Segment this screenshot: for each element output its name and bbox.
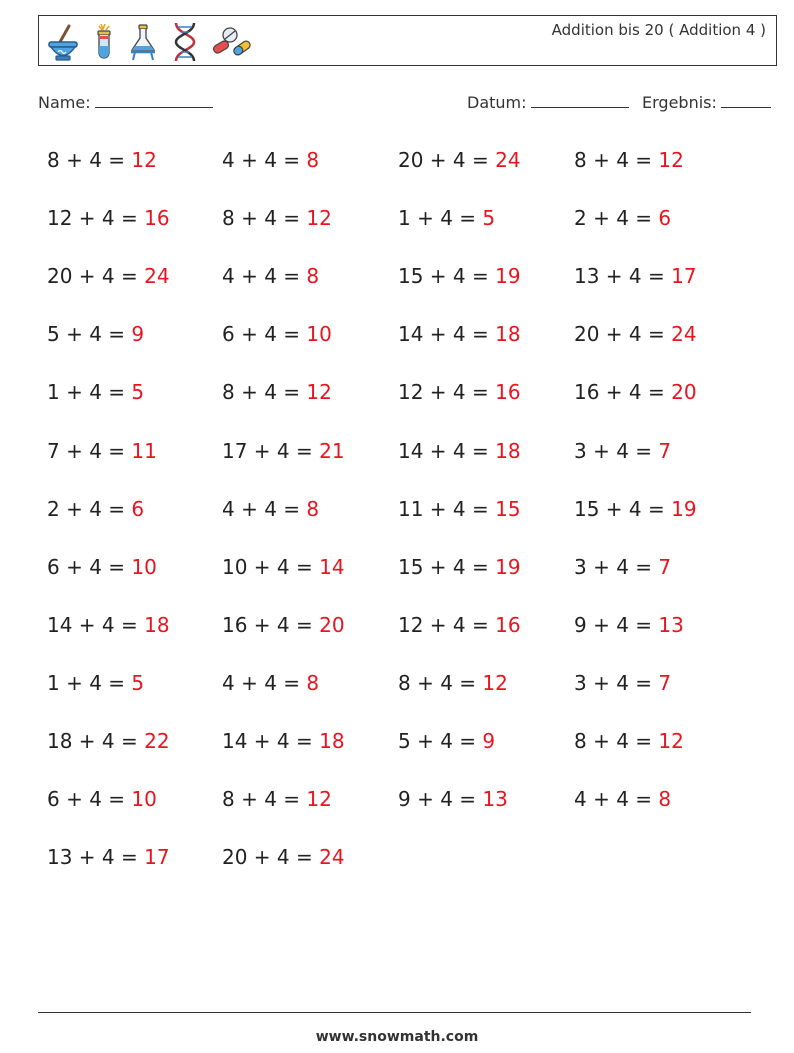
problem-answer: 14: [319, 554, 345, 579]
problem-row: [0, 322, 794, 352]
problem-item: [574, 671, 671, 695]
problem-question: 5 + 4 =: [398, 729, 477, 753]
problem-row: [0, 148, 794, 178]
problem-question: 12 + 4 =: [47, 206, 138, 231]
problem-answer: 10: [131, 787, 157, 812]
problem-question: 14 + 4 =: [398, 438, 489, 463]
pills-icon: [211, 22, 253, 62]
problem-answer: 16: [495, 612, 521, 637]
problem-item: [222, 729, 345, 753]
problem-question: 16 + 4 =: [574, 380, 665, 405]
problem-item: [47, 729, 170, 753]
problem-answer: 11: [131, 438, 157, 463]
problem-question: 17 + 4 =: [222, 438, 313, 463]
problem-question: 2 + 4 =: [47, 496, 126, 521]
problem-item: [47, 845, 170, 869]
problem-row: [0, 380, 794, 410]
problem-answer: 13: [658, 612, 684, 637]
problem-question: 20 + 4 =: [47, 264, 138, 289]
problem-answer: 12: [306, 380, 332, 405]
problem-row: [0, 671, 794, 701]
problem-answer: 10: [306, 322, 332, 347]
problem-item: [398, 380, 521, 404]
problem-row: [0, 787, 794, 817]
problem-answer: 12: [306, 787, 332, 812]
problem-answer: 12: [306, 206, 332, 231]
problem-item: [398, 148, 521, 172]
problem-question: 8 + 4 =: [222, 787, 301, 812]
problem-question: 1 + 4 =: [47, 670, 126, 695]
problem-item: [47, 497, 144, 521]
problem-question: 15 + 4 =: [574, 496, 665, 521]
problem-answer: 9: [131, 322, 145, 347]
problem-answer: 19: [495, 264, 521, 289]
problem-item: [222, 439, 345, 463]
date-blank: [531, 93, 629, 108]
problem-answer: 18: [319, 729, 345, 753]
problem-answer: 12: [658, 148, 684, 172]
problem-row: [0, 729, 794, 759]
problem-question: 4 + 4 =: [222, 670, 301, 695]
problem-item: [222, 322, 332, 346]
problem-item: [222, 380, 332, 404]
problem-answer: 13: [482, 787, 508, 812]
problem-row: [0, 613, 794, 643]
problem-question: 12 + 4 =: [398, 612, 489, 637]
problem-item: [47, 380, 144, 404]
result-label: Ergebnis:: [642, 93, 717, 112]
problem-answer: 6: [658, 206, 672, 231]
header-icons: [45, 20, 253, 64]
problem-answer: 22: [144, 729, 170, 753]
problem-question: 12 + 4 =: [398, 380, 489, 405]
problem-question: 1 + 4 =: [398, 206, 477, 231]
problem-question: 20 + 4 =: [398, 148, 489, 172]
problem-item: [574, 613, 684, 637]
problem-question: 7 + 4 =: [47, 438, 126, 463]
problem-item: [398, 264, 521, 288]
problem-question: 3 + 4 =: [574, 438, 653, 463]
problem-row: [0, 497, 794, 527]
problem-answer: 5: [131, 380, 145, 405]
problem-answer: 12: [131, 148, 157, 172]
problem-question: 3 + 4 =: [574, 554, 653, 579]
problem-answer: 7: [658, 554, 672, 579]
mortar-pestle-icon: [45, 22, 81, 62]
problem-question: 15 + 4 =: [398, 264, 489, 289]
problem-question: 8 + 4 =: [47, 148, 126, 172]
problem-row: [0, 206, 794, 236]
result-blank: [721, 93, 771, 108]
problem-question: 8 + 4 =: [222, 206, 301, 231]
date-field: [467, 93, 629, 112]
problem-answer: 19: [495, 554, 521, 579]
problem-answer: 18: [495, 322, 521, 347]
problem-row: [0, 264, 794, 294]
problem-row: [0, 845, 794, 875]
problem-item: [47, 613, 170, 637]
problem-answer: 17: [144, 845, 170, 870]
problem-item: [574, 206, 671, 230]
footer-url: www.snowmath.com: [315, 1029, 479, 1045]
problem-answer: 17: [671, 264, 697, 289]
problem-question: 9 + 4 =: [574, 612, 653, 637]
problem-item: [574, 729, 684, 753]
result-field: [642, 93, 771, 112]
problem-answer: 18: [144, 612, 170, 637]
problem-question: 4 + 4 =: [222, 148, 301, 172]
problem-item: [574, 264, 697, 288]
problem-item: [398, 439, 521, 463]
worksheet-header: [38, 15, 777, 66]
problem-answer: 8: [658, 787, 672, 812]
problem-item: [398, 671, 508, 695]
problem-question: 8 + 4 =: [574, 148, 653, 172]
problem-question: 15 + 4 =: [398, 554, 489, 579]
problem-answer: 10: [131, 554, 157, 579]
problem-item: [47, 439, 157, 463]
problem-item: [222, 613, 345, 637]
flask-icon: [127, 22, 159, 62]
problem-item: [222, 148, 319, 172]
problem-answer: 20: [319, 612, 345, 637]
problem-item: [398, 206, 495, 230]
problem-answer: 12: [482, 670, 508, 695]
problem-question: 4 + 4 =: [574, 787, 653, 812]
problem-item: [222, 206, 332, 230]
problem-item: [574, 497, 697, 521]
problem-answer: 15: [495, 496, 521, 521]
problem-item: [47, 322, 144, 346]
problem-question: 3 + 4 =: [574, 670, 653, 695]
problem-item: [398, 613, 521, 637]
problem-question: 10 + 4 =: [222, 554, 313, 579]
problem-question: 18 + 4 =: [47, 729, 138, 753]
problem-item: [398, 787, 508, 811]
problem-question: 14 + 4 =: [398, 322, 489, 347]
problem-question: 8 + 4 =: [398, 670, 477, 695]
problem-answer: 5: [131, 670, 145, 695]
problem-question: 5 + 4 =: [47, 322, 126, 347]
problem-answer: 24: [144, 264, 170, 289]
problem-item: [222, 787, 332, 811]
name-blank: [95, 93, 213, 108]
problem-answer: 24: [495, 148, 521, 172]
problem-question: 14 + 4 =: [47, 612, 138, 637]
footer-divider: [38, 1012, 751, 1013]
problem-answer: 8: [306, 670, 320, 695]
date-label: Datum:: [467, 93, 527, 112]
problem-question: 8 + 4 =: [574, 729, 653, 753]
problem-answer: 9: [482, 729, 496, 753]
problem-item: [398, 322, 521, 346]
problem-question: 4 + 4 =: [222, 496, 301, 521]
problem-question: 6 + 4 =: [222, 322, 301, 347]
problem-answer: 19: [671, 496, 697, 521]
problem-item: [574, 148, 684, 172]
problem-item: [47, 206, 170, 230]
problem-row: [0, 439, 794, 469]
problem-answer: 8: [306, 264, 320, 289]
problem-answer: 5: [482, 206, 496, 231]
problem-answer: 16: [495, 380, 521, 405]
problem-item: [574, 787, 671, 811]
problem-item: [222, 671, 319, 695]
problem-item: [574, 322, 697, 346]
problem-item: [47, 671, 144, 695]
problem-question: 6 + 4 =: [47, 787, 126, 812]
problem-question: 13 + 4 =: [47, 845, 138, 870]
problem-question: 14 + 4 =: [222, 729, 313, 753]
problem-item: [398, 729, 495, 753]
problem-item: [47, 787, 157, 811]
test-tube-icon: [93, 22, 115, 62]
problem-answer: 24: [671, 322, 697, 347]
problem-answer: 7: [658, 670, 672, 695]
dna-icon: [171, 21, 199, 63]
problem-item: [222, 264, 319, 288]
problem-question: 16 + 4 =: [222, 612, 313, 637]
problem-item: [222, 555, 345, 579]
problem-question: 4 + 4 =: [222, 264, 301, 289]
problem-answer: 12: [658, 729, 684, 753]
problem-question: 6 + 4 =: [47, 554, 126, 579]
problem-answer: 21: [319, 438, 345, 463]
problem-item: [47, 264, 170, 288]
problem-answer: 20: [671, 380, 697, 405]
problem-item: [222, 497, 319, 521]
problem-question: 13 + 4 =: [574, 264, 665, 289]
problem-row: [0, 555, 794, 585]
problem-answer: 6: [131, 496, 145, 521]
problem-question: 9 + 4 =: [398, 787, 477, 812]
problem-question: 20 + 4 =: [222, 845, 313, 870]
problem-item: [574, 439, 671, 463]
name-label: Name:: [38, 93, 91, 112]
problem-answer: 7: [658, 438, 672, 463]
problem-question: 20 + 4 =: [574, 322, 665, 347]
problem-question: 8 + 4 =: [222, 380, 301, 405]
problem-item: [398, 497, 521, 521]
problem-item: [574, 380, 697, 404]
problem-item: [222, 845, 345, 869]
problem-item: [47, 555, 157, 579]
problem-answer: 18: [495, 438, 521, 463]
problem-item: [574, 555, 671, 579]
problem-answer: 16: [144, 206, 170, 231]
problem-item: [47, 148, 157, 172]
problem-answer: 24: [319, 845, 345, 870]
problem-question: 2 + 4 =: [574, 206, 653, 231]
problem-answer: 8: [306, 148, 320, 172]
problem-answer: 8: [306, 496, 320, 521]
problem-item: [398, 555, 521, 579]
name-field: [38, 93, 213, 112]
problem-question: 11 + 4 =: [398, 496, 489, 521]
worksheet-title: Addition bis 20 ( Addition 4 ): [551, 21, 766, 39]
problem-question: 1 + 4 =: [47, 380, 126, 405]
